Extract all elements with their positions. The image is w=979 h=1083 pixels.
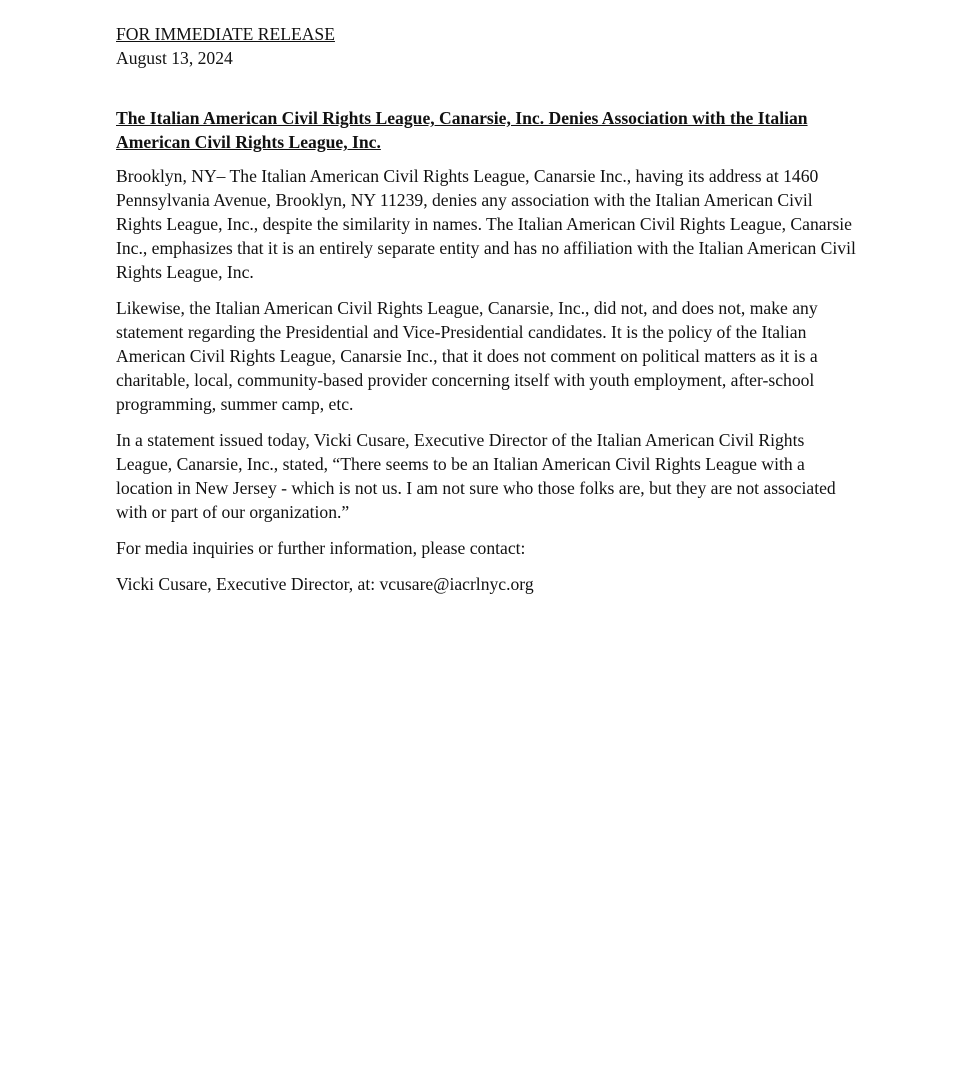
paragraph-intro: Brooklyn, NY– The Italian American Civil Rights League, Canarsie Inc., having its address at 1460 Pennsylvania Avenue, Brooklyn, NY 11239, denies any association with the Italian American Civil Rights League, Inc., despite the similarity in names. The Italian American Civil Rights League, Canarsie Inc., emphasizes that it is an entirely separate entity and has no affiliation with the Italian American Civil Rights League, Inc. — [116, 166, 856, 282]
paragraph-contact: Vicki Cusare, Executive Director, at: vcusare@iacrlnyc.org — [116, 574, 534, 594]
paragraph-media-inquiries: For media inquiries or further information, please contact: — [116, 538, 526, 558]
headline: The Italian American Civil Rights League, Canarsie, Inc. Denies Association with the Italian American Civil Rights League, Inc. — [116, 108, 808, 152]
release-label: FOR IMMEDIATE RELEASE — [116, 24, 335, 44]
release-date: August 13, 2024 — [116, 48, 233, 68]
paragraph-statement: In a statement issued today, Vicki Cusare, Executive Director of the Italian American Civil Rights League, Canarsie, Inc., stated, “There seems to be an Italian American Civil Rights League with a location in New Jersey - which is not us. I am not sure who those folks are, but they are not associated with or part of our organization.” — [116, 430, 836, 522]
paragraph-policy: Likewise, the Italian American Civil Rights League, Canarsie, Inc., did not, and does not, make any statement regarding the Presidential and Vice-Presidential candidates. It is the policy of the Italian American Civil Rights League, Canarsie Inc., that it does not comment on political matters as it is a charitable, local, community-based provider concerning itself with youth employment, after-school programming, summer camp, etc. — [116, 298, 818, 414]
press-release-page — [116, 22, 856, 608]
